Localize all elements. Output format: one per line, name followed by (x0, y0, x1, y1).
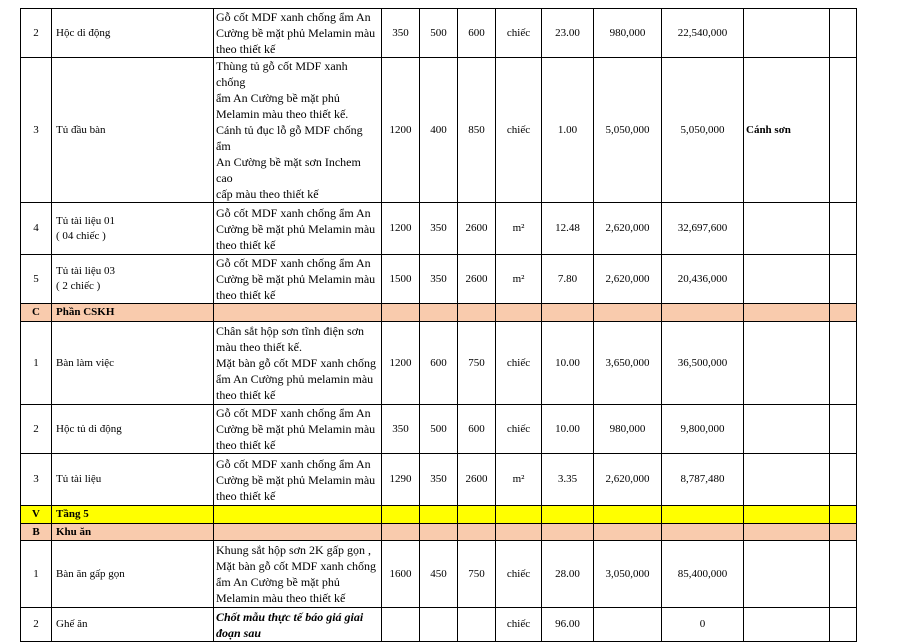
cell-quantity: 1.00 (542, 58, 594, 203)
cell-unit-price: 2,620,000 (594, 454, 662, 506)
cell-dim-depth: 500 (420, 405, 458, 454)
section-empty-cell (594, 524, 662, 541)
cell-unit-price (594, 608, 662, 642)
table-row (21, 541, 857, 608)
cell-unit-price: 980,000 (594, 9, 662, 58)
section-empty-cell (382, 524, 420, 541)
table-row (21, 608, 857, 642)
cell-dim-height: 750 (458, 541, 496, 608)
cell-note (744, 541, 830, 608)
cell-unit-price: 3,650,000 (594, 322, 662, 405)
cell-note (744, 405, 830, 454)
cell-dim-height: 750 (458, 322, 496, 405)
cell-stt: 1 (21, 541, 52, 608)
cell-unit: m² (496, 255, 542, 304)
cell-extra (830, 9, 857, 58)
cell-total: 20,436,000 (662, 255, 744, 304)
cell-total: 22,540,000 (662, 9, 744, 58)
section-empty-cell (542, 304, 594, 322)
cell-unit-price: 5,050,000 (594, 58, 662, 203)
cell-quantity: 10.00 (542, 405, 594, 454)
table-row (21, 203, 857, 255)
section-empty-cell (214, 506, 382, 524)
section-empty-cell (744, 304, 830, 322)
section-empty-cell (458, 304, 496, 322)
section-empty-cell (830, 506, 857, 524)
section-empty-cell (830, 304, 857, 322)
table-row (21, 255, 857, 304)
cell-stt: 1 (21, 322, 52, 405)
cell-description: Gỗ cốt MDF xanh chống ẩm An Cường bề mặt phủ Melamin màu theo thiết kế (214, 9, 382, 58)
section-title: Khu ăn (52, 524, 214, 541)
cell-description: Chốt mẫu thực tế báo giá giai đoạn sau (214, 608, 382, 642)
cell-dim-height: 600 (458, 405, 496, 454)
cell-quantity: 12.48 (542, 203, 594, 255)
cell-quantity: 10.00 (542, 322, 594, 405)
cell-stt: 3 (21, 454, 52, 506)
cell-name: Tủ tài liệu 01 ( 04 chiếc ) (52, 203, 214, 255)
section-empty-cell (420, 304, 458, 322)
section-code: V (21, 506, 52, 524)
cell-total: 32,697,600 (662, 203, 744, 255)
cell-description: Chân sắt hộp sơn tĩnh điện sơn màu theo thiết kế. Mặt bàn gỗ cốt MDF xanh chống ẩm An Cường phủ melamin màu theo thiết kế (214, 322, 382, 405)
section-empty-cell (496, 506, 542, 524)
cell-unit: chiếc (496, 58, 542, 203)
section-empty-cell (662, 304, 744, 322)
cell-extra (830, 608, 857, 642)
cell-total: 8,787,480 (662, 454, 744, 506)
section-empty-cell (542, 506, 594, 524)
table-row (21, 405, 857, 454)
cell-extra (830, 405, 857, 454)
cell-stt: 4 (21, 203, 52, 255)
cell-extra (830, 203, 857, 255)
table-row (21, 9, 857, 58)
cell-dim-depth: 400 (420, 58, 458, 203)
cell-dim-depth: 500 (420, 9, 458, 58)
section-empty-cell (214, 524, 382, 541)
table-row (21, 454, 857, 506)
cell-dim-length: 1200 (382, 58, 420, 203)
cell-unit: chiếc (496, 322, 542, 405)
section-empty-cell (594, 506, 662, 524)
section-code: B (21, 524, 52, 541)
cell-unit: m² (496, 203, 542, 255)
cell-dim-depth (420, 608, 458, 642)
cell-dim-depth: 350 (420, 454, 458, 506)
section-empty-cell (496, 524, 542, 541)
section-row (21, 524, 857, 541)
cell-name: Hộc tủ di động (52, 405, 214, 454)
cell-name: Bàn làm việc (52, 322, 214, 405)
cell-unit-price: 2,620,000 (594, 203, 662, 255)
cell-note (744, 454, 830, 506)
cell-unit: chiếc (496, 405, 542, 454)
cell-dim-height: 2600 (458, 203, 496, 255)
cell-extra (830, 255, 857, 304)
cell-dim-height (458, 608, 496, 642)
section-empty-cell (496, 304, 542, 322)
cell-unit: chiếc (496, 9, 542, 58)
cell-dim-length: 350 (382, 405, 420, 454)
section-code: C (21, 304, 52, 322)
cell-description: Gỗ cốt MDF xanh chống ẩm An Cường bề mặt phủ Melamin màu theo thiết kế (214, 405, 382, 454)
cell-stt: 5 (21, 255, 52, 304)
cell-note (744, 203, 830, 255)
cell-name: Tủ tài liệu (52, 454, 214, 506)
cell-note (744, 322, 830, 405)
cell-name: Tủ đầu bàn (52, 58, 214, 203)
cell-dim-depth: 450 (420, 541, 458, 608)
cell-dim-depth: 350 (420, 203, 458, 255)
section-empty-cell (662, 524, 744, 541)
section-empty-cell (382, 506, 420, 524)
section-empty-cell (662, 506, 744, 524)
cell-unit-price: 2,620,000 (594, 255, 662, 304)
cell-extra (830, 322, 857, 405)
cell-extra (830, 454, 857, 506)
cell-stt: 2 (21, 608, 52, 642)
cell-quantity: 96.00 (542, 608, 594, 642)
cell-description: Gỗ cốt MDF xanh chống ẩm An Cường bề mặt phủ Melamin màu theo thiết kế (214, 203, 382, 255)
cell-dim-length: 350 (382, 9, 420, 58)
cell-unit-price: 980,000 (594, 405, 662, 454)
section-empty-cell (214, 304, 382, 322)
cell-quantity: 28.00 (542, 541, 594, 608)
cell-dim-length (382, 608, 420, 642)
cell-unit: chiếc (496, 541, 542, 608)
cell-note (744, 255, 830, 304)
section-empty-cell (420, 524, 458, 541)
quotation-table (20, 8, 857, 642)
cell-name: Bàn ăn gấp gọn (52, 541, 214, 608)
cell-dim-length: 1500 (382, 255, 420, 304)
cell-dim-height: 2600 (458, 454, 496, 506)
cell-stt: 3 (21, 58, 52, 203)
cell-description: Gỗ cốt MDF xanh chống ẩm An Cường bề mặt phủ Melamin màu theo thiết kế (214, 255, 382, 304)
cell-name: Hộc di động (52, 9, 214, 58)
cell-description: Gỗ cốt MDF xanh chống ẩm An Cường bề mặt phủ Melamin màu theo thiết kế (214, 454, 382, 506)
cell-dim-length: 1600 (382, 541, 420, 608)
cell-stt: 2 (21, 405, 52, 454)
cell-name: Ghế ăn (52, 608, 214, 642)
cell-quantity: 23.00 (542, 9, 594, 58)
table-row (21, 322, 857, 405)
section-row (21, 304, 857, 322)
cell-dim-length: 1200 (382, 203, 420, 255)
cell-stt: 2 (21, 9, 52, 58)
cell-dim-height: 600 (458, 9, 496, 58)
cell-note (744, 608, 830, 642)
cell-dim-height: 850 (458, 58, 496, 203)
cell-quantity: 7.80 (542, 255, 594, 304)
cell-quantity: 3.35 (542, 454, 594, 506)
section-title: Phần CSKH (52, 304, 214, 322)
cell-dim-height: 2600 (458, 255, 496, 304)
cell-total: 0 (662, 608, 744, 642)
cell-unit: chiếc (496, 608, 542, 642)
cell-extra (830, 58, 857, 203)
section-empty-cell (458, 506, 496, 524)
table-body (21, 9, 857, 642)
cell-unit-price: 3,050,000 (594, 541, 662, 608)
section-row (21, 506, 857, 524)
cell-dim-length: 1200 (382, 322, 420, 405)
section-empty-cell (420, 506, 458, 524)
cell-note: Cánh sơn (744, 58, 830, 203)
cell-dim-depth: 600 (420, 322, 458, 405)
cell-description: Thùng tủ gỗ cốt MDF xanh chống ẩm An Cường bề mặt phủ Melamin màu theo thiết kế. Cánh tủ đục lỗ gỗ MDF chống ẩm An Cường bề mặt sơn Inchem cao cấp màu theo thiết kế (214, 58, 382, 203)
table-row (21, 58, 857, 203)
section-empty-cell (594, 304, 662, 322)
cell-description: Khung sắt hộp sơn 2K gấp gọn , Mặt bàn gỗ cốt MDF xanh chống ẩm An Cường bề mặt phủ Melamin màu theo thiết kế (214, 541, 382, 608)
section-empty-cell (744, 506, 830, 524)
cell-total: 85,400,000 (662, 541, 744, 608)
cell-unit: m² (496, 454, 542, 506)
cell-total: 9,800,000 (662, 405, 744, 454)
cell-total: 36,500,000 (662, 322, 744, 405)
section-empty-cell (744, 524, 830, 541)
cell-dim-length: 1290 (382, 454, 420, 506)
section-title: Tầng 5 (52, 506, 214, 524)
cell-total: 5,050,000 (662, 58, 744, 203)
cell-extra (830, 541, 857, 608)
section-empty-cell (830, 524, 857, 541)
section-empty-cell (542, 524, 594, 541)
cell-dim-depth: 350 (420, 255, 458, 304)
cell-note (744, 9, 830, 58)
cell-name: Tủ tài liệu 03 ( 2 chiếc ) (52, 255, 214, 304)
section-empty-cell (382, 304, 420, 322)
section-empty-cell (458, 524, 496, 541)
